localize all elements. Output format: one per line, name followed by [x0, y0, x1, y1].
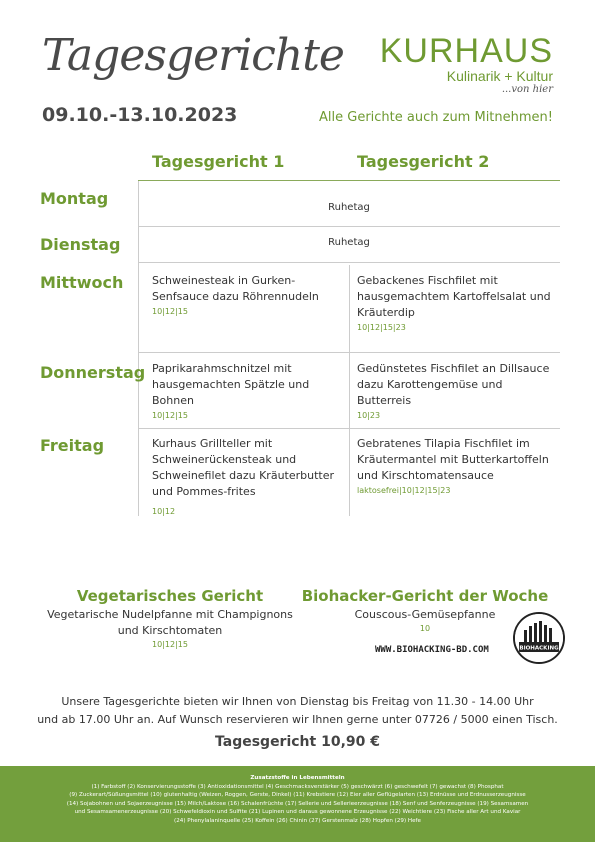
allergen-codes: laktosefrei|10|12|15|23	[357, 486, 451, 495]
logo-tagline: ...von hier	[501, 84, 553, 95]
additives-footer	[0, 766, 595, 842]
dish-text: Paprikarahmschnitzel mit hausgemachten Spätzle und Bohnen	[152, 362, 310, 407]
vegetarian-codes: 10|12|15	[152, 640, 188, 649]
header-divider	[138, 180, 560, 181]
info-line-1: Unsere Tagesgerichte bieten wir Ihnen von Dienstag bis Freitag von 11.30 - 14.00 Uhr	[61, 695, 534, 708]
menu-cell	[152, 436, 342, 518]
row-divider	[138, 226, 560, 227]
takeaway-note: Alle Gerichte auch zum Mitnehmen!	[319, 110, 553, 125]
date-range: 09.10.-13.10.2023	[42, 104, 238, 126]
footer-line: und Sesamsamenerzeugnisse (20) Schwefeldioxin und Sulfite (21) Lupinen und daraus gewonnene Erzeugnisse (22) Weichtiere (23) Fische aller Art und Kaviar	[74, 809, 521, 816]
allergen-codes: 10|12	[152, 507, 176, 516]
dish-text: Gebackenes Fischfilet mit hausgemachtem Kartoffelsalat und Kräuterdip	[357, 274, 551, 319]
biohacking-badge	[513, 612, 565, 664]
footer-line: (14) Sojabohnen und Sojaerzeugnisse (15) Milch/Laktose (16) Schalenfrüchte (17) Sellerie und Sellerieerzeugnisse (18) Senf und Senferzeugnisse (19) Sesamsamen	[66, 800, 529, 807]
biohacking-logo-icon	[515, 614, 563, 662]
menu-cell	[357, 436, 552, 497]
day-wednesday: Mittwoch	[40, 273, 124, 292]
monday-closed: Ruhetag	[328, 202, 370, 213]
allergen-codes: 10|12|15	[152, 411, 188, 420]
kurhaus-logo	[380, 34, 553, 96]
biohacker-codes: 10	[419, 624, 431, 633]
biohacking-website: WWW.BIOHACKING-BD.COM	[375, 645, 489, 655]
footer-line: (24) Phenylalaninquelle (25) Koffein (26) Chinin (27) Gerstenmalz (28) Hopfen (29) Hefe	[174, 817, 421, 824]
column-header-2: Tagesgericht 2	[357, 152, 490, 171]
logo-subtitle: Kulinarik + Kultur	[446, 68, 553, 84]
biohacker-dish: Couscous-Gemüsepfanne	[354, 608, 496, 621]
vegetarian-dish: Vegetarische Nudelpfanne mit Champignons und Kirschtomaten	[47, 608, 293, 637]
dish-text: Kurhaus Grillteller mit Schweinerückensteak und Schweinefilet dazu Kräuterbutter und Pommes-frites	[152, 437, 335, 498]
allergen-codes: 10|12|15	[152, 307, 188, 316]
footer-line: (1) Farbstoff (2) Konservierungsstoffe (3) Antioxidationsmittel (4) Geschmacksverstärker (5) geschwärzt (6) geschwefelt (7) gewachst (8) Phosphat	[91, 783, 504, 790]
row-divider	[138, 262, 560, 263]
price: Tagesgericht 10,90 €	[215, 734, 380, 750]
column-divider	[349, 265, 350, 516]
allergen-codes: 10|12|15|23	[357, 323, 406, 332]
info-line-2: und ab 17.00 Uhr an. Auf Wunsch reservieren wir Ihnen gerne unter 07726 / 5000 einen Tisch.	[37, 713, 558, 726]
footer-title: Zusatzstoffe in Lebensmitteln	[250, 775, 345, 781]
logo-name: KURHAUS	[379, 32, 553, 70]
row-divider	[138, 428, 560, 429]
row-divider	[138, 352, 560, 353]
column-header-1: Tagesgericht 1	[152, 152, 285, 171]
badge-text: BIOHACKING	[519, 645, 559, 652]
tuesday-closed: Ruhetag	[328, 237, 370, 248]
biohacker-title: Biohacker-Gericht der Woche	[301, 587, 549, 605]
page-title: Tagesgerichte	[42, 30, 344, 81]
day-monday: Montag	[40, 189, 109, 208]
day-friday: Freitag	[40, 436, 105, 455]
table-left-border	[138, 181, 139, 516]
menu-cell	[152, 361, 347, 422]
menu-cell	[357, 361, 552, 422]
footer-line: (9) Zuckerart/Süßungsmittel (10) glutenhaltig (Weizen, Roggen, Gerste, Dinkel) (11) Krebstiere (12) Eier aller Geflügelarten (13) Erdnüsse und Erdnusserzeugnisse	[69, 792, 526, 799]
menu-cell	[152, 273, 342, 318]
dish-text: Gebratenes Tilapia Fischfilet im Kräutermantel mit Butterkartoffeln und Kirschtomatensauce	[357, 437, 549, 482]
day-tuesday: Dienstag	[40, 235, 121, 254]
vegetarian-title: Vegetarisches Gericht	[76, 587, 264, 605]
dish-text: Schweinesteak in Gurken-Senfsauce dazu Röhrennudeln	[152, 274, 319, 303]
day-thursday: Donnerstag	[40, 363, 146, 382]
menu-cell	[357, 273, 552, 334]
allergen-codes: 10|23	[357, 411, 381, 420]
dish-text: Gedünstetes Fischfilet an Dillsauce dazu Karottengemüse und Butterreis	[357, 362, 550, 407]
